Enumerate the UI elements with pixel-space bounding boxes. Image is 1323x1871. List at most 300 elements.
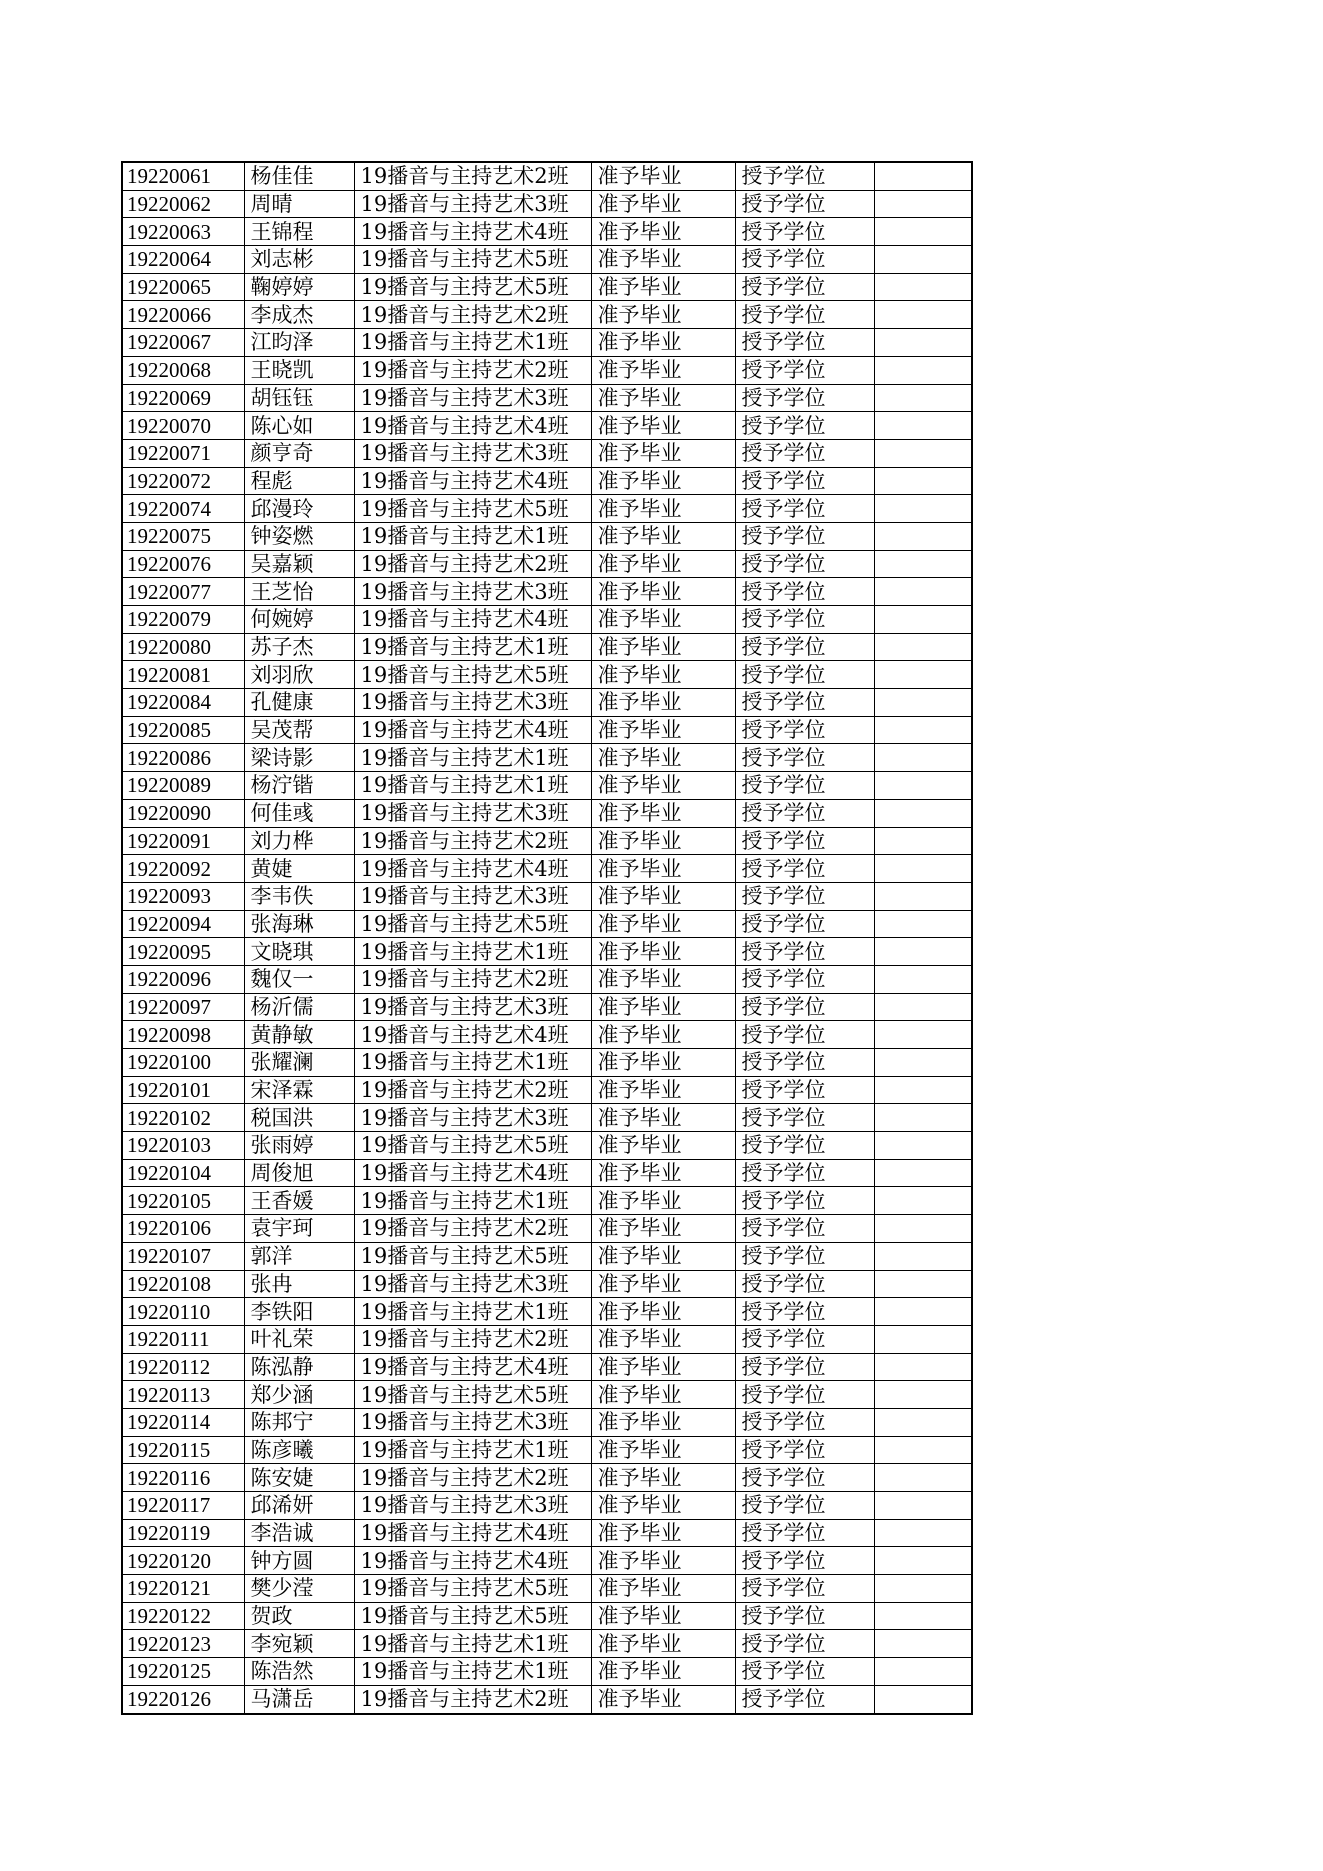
student-id-cell: 19220068 xyxy=(122,356,244,384)
table-row xyxy=(122,1325,972,1353)
table-row xyxy=(122,1547,972,1575)
degree-status-cell: 授予学位 xyxy=(735,910,874,938)
graduation-status-cell: 准予毕业 xyxy=(591,1298,735,1326)
graduation-status-cell: 准予毕业 xyxy=(591,661,735,689)
remark-cell xyxy=(874,606,972,634)
graduation-status-cell: 准予毕业 xyxy=(591,1325,735,1353)
degree-status-cell: 授予学位 xyxy=(735,1658,874,1686)
student-id-cell: 19220125 xyxy=(122,1658,244,1686)
remark-cell xyxy=(874,246,972,274)
class-cell: 19播音与主持艺术1班 xyxy=(354,938,591,966)
remark-cell xyxy=(874,522,972,550)
student-name-cell: 张雨婷 xyxy=(244,1132,354,1160)
student-name-cell: 陈浩然 xyxy=(244,1658,354,1686)
remark-cell xyxy=(874,689,972,717)
student-name-cell: 袁宇珂 xyxy=(244,1215,354,1243)
degree-status-cell: 授予学位 xyxy=(735,522,874,550)
class-cell: 19播音与主持艺术1班 xyxy=(354,772,591,800)
graduation-status-cell: 准予毕业 xyxy=(591,1353,735,1381)
class-cell: 19播音与主持艺术1班 xyxy=(354,1436,591,1464)
student-name-cell: 江昀泽 xyxy=(244,329,354,357)
degree-status-cell: 授予学位 xyxy=(735,661,874,689)
student-name-cell: 马潇岳 xyxy=(244,1685,354,1713)
degree-status-cell: 授予学位 xyxy=(735,1132,874,1160)
student-name-cell: 邱漫玲 xyxy=(244,495,354,523)
table-row xyxy=(122,1353,972,1381)
remark-cell xyxy=(874,1215,972,1243)
table-row xyxy=(122,606,972,634)
degree-status-cell: 授予学位 xyxy=(735,301,874,329)
degree-status-cell: 授予学位 xyxy=(735,1685,874,1713)
class-cell: 19播音与主持艺术4班 xyxy=(354,1159,591,1187)
graduation-status-cell: 准予毕业 xyxy=(591,495,735,523)
graduation-status-cell: 准予毕业 xyxy=(591,246,735,274)
class-cell: 19播音与主持艺术1班 xyxy=(354,522,591,550)
graduation-status-cell: 准予毕业 xyxy=(591,799,735,827)
student-id-cell: 19220065 xyxy=(122,273,244,301)
degree-status-cell: 授予学位 xyxy=(735,329,874,357)
degree-status-cell: 授予学位 xyxy=(735,716,874,744)
student-id-cell: 19220123 xyxy=(122,1630,244,1658)
student-id-cell: 19220067 xyxy=(122,329,244,357)
graduation-status-cell: 准予毕业 xyxy=(591,1547,735,1575)
table-row xyxy=(122,1519,972,1547)
table-row xyxy=(122,633,972,661)
student-name-cell: 宋泽霖 xyxy=(244,1076,354,1104)
remark-cell xyxy=(874,1242,972,1270)
remark-cell xyxy=(874,1325,972,1353)
student-id-cell: 19220111 xyxy=(122,1325,244,1353)
student-id-cell: 19220101 xyxy=(122,1076,244,1104)
graduation-status-cell: 准予毕业 xyxy=(591,716,735,744)
table-row xyxy=(122,965,972,993)
remark-cell xyxy=(874,218,972,246)
degree-status-cell: 授予学位 xyxy=(735,1076,874,1104)
class-cell: 19播音与主持艺术4班 xyxy=(354,1547,591,1575)
graduation-status-cell: 准予毕业 xyxy=(591,910,735,938)
class-cell: 19播音与主持艺术1班 xyxy=(354,1658,591,1686)
student-name-cell: 陈彦曦 xyxy=(244,1436,354,1464)
student-id-cell: 19220103 xyxy=(122,1132,244,1160)
degree-status-cell: 授予学位 xyxy=(735,162,874,190)
remark-cell xyxy=(874,1464,972,1492)
graduation-status-cell: 准予毕业 xyxy=(591,384,735,412)
student-name-cell: 魏仅一 xyxy=(244,965,354,993)
table-row xyxy=(122,439,972,467)
graduation-status-cell: 准予毕业 xyxy=(591,1492,735,1520)
remark-cell xyxy=(874,1519,972,1547)
student-id-cell: 19220097 xyxy=(122,993,244,1021)
graduation-status-cell: 准予毕业 xyxy=(591,1630,735,1658)
class-cell: 19播音与主持艺术3班 xyxy=(354,1492,591,1520)
graduation-status-cell: 准予毕业 xyxy=(591,273,735,301)
remark-cell xyxy=(874,1298,972,1326)
table-row xyxy=(122,412,972,440)
student-id-cell: 19220066 xyxy=(122,301,244,329)
degree-status-cell: 授予学位 xyxy=(735,1381,874,1409)
remark-cell xyxy=(874,1436,972,1464)
student-id-cell: 19220113 xyxy=(122,1381,244,1409)
class-cell: 19播音与主持艺术4班 xyxy=(354,1021,591,1049)
graduation-status-cell: 准予毕业 xyxy=(591,162,735,190)
class-cell: 19播音与主持艺术5班 xyxy=(354,1132,591,1160)
table-row xyxy=(122,827,972,855)
table-row xyxy=(122,246,972,274)
graduation-status-cell: 准予毕业 xyxy=(591,439,735,467)
class-cell: 19播音与主持艺术3班 xyxy=(354,190,591,218)
graduation-status-cell: 准予毕业 xyxy=(591,1464,735,1492)
student-name-cell: 王晓凯 xyxy=(244,356,354,384)
class-cell: 19播音与主持艺术1班 xyxy=(354,1630,591,1658)
degree-status-cell: 授予学位 xyxy=(735,467,874,495)
table-row xyxy=(122,162,972,190)
class-cell: 19播音与主持艺术2班 xyxy=(354,1685,591,1713)
student-id-cell: 19220096 xyxy=(122,965,244,993)
class-cell: 19播音与主持艺术2班 xyxy=(354,827,591,855)
student-id-cell: 19220104 xyxy=(122,1159,244,1187)
student-id-cell: 19220100 xyxy=(122,1049,244,1077)
student-name-cell: 郑少涵 xyxy=(244,1381,354,1409)
degree-status-cell: 授予学位 xyxy=(735,1602,874,1630)
student-id-cell: 19220102 xyxy=(122,1104,244,1132)
student-id-cell: 19220120 xyxy=(122,1547,244,1575)
table-row xyxy=(122,1658,972,1686)
graduation-roster-table xyxy=(121,161,973,1715)
graduation-status-cell: 准予毕业 xyxy=(591,1049,735,1077)
graduation-status-cell: 准予毕业 xyxy=(591,329,735,357)
graduation-status-cell: 准予毕业 xyxy=(591,1187,735,1215)
student-id-cell: 19220122 xyxy=(122,1602,244,1630)
degree-status-cell: 授予学位 xyxy=(735,384,874,412)
student-id-cell: 19220085 xyxy=(122,716,244,744)
class-cell: 19播音与主持艺术3班 xyxy=(354,384,591,412)
table-row xyxy=(122,1381,972,1409)
student-name-cell: 李浩诚 xyxy=(244,1519,354,1547)
student-name-cell: 杨佳佳 xyxy=(244,162,354,190)
class-cell: 19播音与主持艺术5班 xyxy=(354,1381,591,1409)
remark-cell xyxy=(874,1076,972,1104)
remark-cell xyxy=(874,1685,972,1713)
table-row xyxy=(122,744,972,772)
graduation-status-cell: 准予毕业 xyxy=(591,1159,735,1187)
degree-status-cell: 授予学位 xyxy=(735,1215,874,1243)
student-id-cell: 19220098 xyxy=(122,1021,244,1049)
table-row xyxy=(122,522,972,550)
table-row xyxy=(122,356,972,384)
degree-status-cell: 授予学位 xyxy=(735,744,874,772)
remark-cell xyxy=(874,301,972,329)
class-cell: 19播音与主持艺术4班 xyxy=(354,1353,591,1381)
graduation-status-cell: 准予毕业 xyxy=(591,772,735,800)
graduation-status-cell: 准予毕业 xyxy=(591,1519,735,1547)
remark-cell xyxy=(874,412,972,440)
class-cell: 19播音与主持艺术1班 xyxy=(354,1049,591,1077)
remark-cell xyxy=(874,661,972,689)
class-cell: 19播音与主持艺术1班 xyxy=(354,744,591,772)
student-name-cell: 孔健康 xyxy=(244,689,354,717)
table-row xyxy=(122,1685,972,1713)
degree-status-cell: 授予学位 xyxy=(735,1242,874,1270)
degree-status-cell: 授予学位 xyxy=(735,550,874,578)
class-cell: 19播音与主持艺术5班 xyxy=(354,910,591,938)
remark-cell xyxy=(874,1630,972,1658)
student-name-cell: 文晓琪 xyxy=(244,938,354,966)
graduation-status-cell: 准予毕业 xyxy=(591,965,735,993)
graduation-status-cell: 准予毕业 xyxy=(591,1242,735,1270)
graduation-status-cell: 准予毕业 xyxy=(591,827,735,855)
class-cell: 19播音与主持艺术5班 xyxy=(354,273,591,301)
remark-cell xyxy=(874,744,972,772)
student-id-cell: 19220106 xyxy=(122,1215,244,1243)
table-row xyxy=(122,855,972,883)
student-name-cell: 陈心如 xyxy=(244,412,354,440)
student-name-cell: 陈泓静 xyxy=(244,1353,354,1381)
student-id-cell: 19220072 xyxy=(122,467,244,495)
degree-status-cell: 授予学位 xyxy=(735,606,874,634)
table-row xyxy=(122,938,972,966)
class-cell: 19播音与主持艺术5班 xyxy=(354,1602,591,1630)
class-cell: 19播音与主持艺术3班 xyxy=(354,1408,591,1436)
graduation-status-cell: 准予毕业 xyxy=(591,1685,735,1713)
student-name-cell: 胡钰钰 xyxy=(244,384,354,412)
graduation-status-cell: 准予毕业 xyxy=(591,1021,735,1049)
degree-status-cell: 授予学位 xyxy=(735,827,874,855)
student-id-cell: 19220091 xyxy=(122,827,244,855)
class-cell: 19播音与主持艺术5班 xyxy=(354,1242,591,1270)
remark-cell xyxy=(874,1381,972,1409)
student-id-cell: 19220074 xyxy=(122,495,244,523)
student-id-cell: 19220112 xyxy=(122,1353,244,1381)
table-row xyxy=(122,882,972,910)
class-cell: 19播音与主持艺术2班 xyxy=(354,550,591,578)
remark-cell xyxy=(874,882,972,910)
student-name-cell: 杨沂儒 xyxy=(244,993,354,1021)
class-cell: 19播音与主持艺术2班 xyxy=(354,1076,591,1104)
degree-status-cell: 授予学位 xyxy=(735,1519,874,1547)
student-name-cell: 叶礼荣 xyxy=(244,1325,354,1353)
degree-status-cell: 授予学位 xyxy=(735,1325,874,1353)
student-name-cell: 颜亨奇 xyxy=(244,439,354,467)
student-name-cell: 樊少滢 xyxy=(244,1575,354,1603)
table-row xyxy=(122,1049,972,1077)
student-id-cell: 19220095 xyxy=(122,938,244,966)
graduation-status-cell: 准予毕业 xyxy=(591,356,735,384)
student-name-cell: 王芝怡 xyxy=(244,578,354,606)
degree-status-cell: 授予学位 xyxy=(735,633,874,661)
student-name-cell: 吴嘉颖 xyxy=(244,550,354,578)
remark-cell xyxy=(874,633,972,661)
student-name-cell: 王香媛 xyxy=(244,1187,354,1215)
remark-cell xyxy=(874,162,972,190)
degree-status-cell: 授予学位 xyxy=(735,412,874,440)
degree-status-cell: 授予学位 xyxy=(735,1630,874,1658)
degree-status-cell: 授予学位 xyxy=(735,218,874,246)
student-name-cell: 黄静敏 xyxy=(244,1021,354,1049)
student-id-cell: 19220089 xyxy=(122,772,244,800)
student-id-cell: 19220090 xyxy=(122,799,244,827)
table-row xyxy=(122,993,972,1021)
graduation-status-cell: 准予毕业 xyxy=(591,689,735,717)
degree-status-cell: 授予学位 xyxy=(735,439,874,467)
student-name-cell: 陈安婕 xyxy=(244,1464,354,1492)
remark-cell xyxy=(874,993,972,1021)
class-cell: 19播音与主持艺术3班 xyxy=(354,799,591,827)
graduation-status-cell: 准予毕业 xyxy=(591,467,735,495)
degree-status-cell: 授予学位 xyxy=(735,1408,874,1436)
table-row xyxy=(122,1408,972,1436)
remark-cell xyxy=(874,1575,972,1603)
student-name-cell: 李宛颖 xyxy=(244,1630,354,1658)
remark-cell xyxy=(874,1492,972,1520)
student-id-cell: 19220110 xyxy=(122,1298,244,1326)
student-id-cell: 19220119 xyxy=(122,1519,244,1547)
class-cell: 19播音与主持艺术4班 xyxy=(354,467,591,495)
student-name-cell: 邱浠妍 xyxy=(244,1492,354,1520)
table-row xyxy=(122,1076,972,1104)
remark-cell xyxy=(874,1021,972,1049)
table-row xyxy=(122,1492,972,1520)
student-name-cell: 李铁阳 xyxy=(244,1298,354,1326)
degree-status-cell: 授予学位 xyxy=(735,1298,874,1326)
student-id-cell: 19220069 xyxy=(122,384,244,412)
remark-cell xyxy=(874,329,972,357)
graduation-status-cell: 准予毕业 xyxy=(591,1658,735,1686)
student-id-cell: 19220061 xyxy=(122,162,244,190)
class-cell: 19播音与主持艺术2班 xyxy=(354,1325,591,1353)
degree-status-cell: 授予学位 xyxy=(735,882,874,910)
remark-cell xyxy=(874,965,972,993)
degree-status-cell: 授予学位 xyxy=(735,578,874,606)
class-cell: 19播音与主持艺术2班 xyxy=(354,356,591,384)
degree-status-cell: 授予学位 xyxy=(735,1436,874,1464)
degree-status-cell: 授予学位 xyxy=(735,1547,874,1575)
class-cell: 19播音与主持艺术1班 xyxy=(354,329,591,357)
class-cell: 19播音与主持艺术1班 xyxy=(354,633,591,661)
student-name-cell: 周晴 xyxy=(244,190,354,218)
remark-cell xyxy=(874,772,972,800)
student-id-cell: 19220062 xyxy=(122,190,244,218)
table-row xyxy=(122,1132,972,1160)
remark-cell xyxy=(874,384,972,412)
class-cell: 19播音与主持艺术2班 xyxy=(354,162,591,190)
graduation-status-cell: 准予毕业 xyxy=(591,606,735,634)
remark-cell xyxy=(874,799,972,827)
degree-status-cell: 授予学位 xyxy=(735,772,874,800)
table-row xyxy=(122,1602,972,1630)
graduation-status-cell: 准予毕业 xyxy=(591,522,735,550)
class-cell: 19播音与主持艺术5班 xyxy=(354,246,591,274)
student-name-cell: 何婉婷 xyxy=(244,606,354,634)
student-name-cell: 黄婕 xyxy=(244,855,354,883)
graduation-status-cell: 准予毕业 xyxy=(591,1602,735,1630)
student-id-cell: 19220107 xyxy=(122,1242,244,1270)
graduation-status-cell: 准予毕业 xyxy=(591,301,735,329)
graduation-status-cell: 准予毕业 xyxy=(591,882,735,910)
remark-cell xyxy=(874,1132,972,1160)
table-row xyxy=(122,1298,972,1326)
graduation-status-cell: 准予毕业 xyxy=(591,218,735,246)
student-id-cell: 19220117 xyxy=(122,1492,244,1520)
class-cell: 19播音与主持艺术2班 xyxy=(354,1464,591,1492)
table-row xyxy=(122,578,972,606)
student-name-cell: 张耀澜 xyxy=(244,1049,354,1077)
graduation-status-cell: 准予毕业 xyxy=(591,1575,735,1603)
table-row xyxy=(122,190,972,218)
graduation-status-cell: 准予毕业 xyxy=(591,1381,735,1409)
student-id-cell: 19220094 xyxy=(122,910,244,938)
student-name-cell: 刘力桦 xyxy=(244,827,354,855)
remark-cell xyxy=(874,495,972,523)
class-cell: 19播音与主持艺术3班 xyxy=(354,578,591,606)
remark-cell xyxy=(874,273,972,301)
table-row xyxy=(122,1575,972,1603)
degree-status-cell: 授予学位 xyxy=(735,1049,874,1077)
student-id-cell: 19220086 xyxy=(122,744,244,772)
graduation-status-cell: 准予毕业 xyxy=(591,1436,735,1464)
student-id-cell: 19220108 xyxy=(122,1270,244,1298)
student-name-cell: 郭洋 xyxy=(244,1242,354,1270)
student-name-cell: 刘志彬 xyxy=(244,246,354,274)
student-id-cell: 19220093 xyxy=(122,882,244,910)
degree-status-cell: 授予学位 xyxy=(735,1464,874,1492)
table-row xyxy=(122,495,972,523)
table-row xyxy=(122,1021,972,1049)
table-row xyxy=(122,1242,972,1270)
class-cell: 19播音与主持艺术3班 xyxy=(354,1270,591,1298)
class-cell: 19播音与主持艺术3班 xyxy=(354,993,591,1021)
degree-status-cell: 授予学位 xyxy=(735,495,874,523)
degree-status-cell: 授予学位 xyxy=(735,993,874,1021)
degree-status-cell: 授予学位 xyxy=(735,965,874,993)
remark-cell xyxy=(874,1049,972,1077)
student-name-cell: 周俊旭 xyxy=(244,1159,354,1187)
student-id-cell: 19220105 xyxy=(122,1187,244,1215)
class-cell: 19播音与主持艺术4班 xyxy=(354,412,591,440)
remark-cell xyxy=(874,855,972,883)
class-cell: 19播音与主持艺术1班 xyxy=(354,1298,591,1326)
remark-cell xyxy=(874,439,972,467)
student-name-cell: 税国洪 xyxy=(244,1104,354,1132)
class-cell: 19播音与主持艺术5班 xyxy=(354,495,591,523)
class-cell: 19播音与主持艺术4班 xyxy=(354,1519,591,1547)
remark-cell xyxy=(874,1353,972,1381)
table-row xyxy=(122,1187,972,1215)
degree-status-cell: 授予学位 xyxy=(735,855,874,883)
student-name-cell: 李韦佚 xyxy=(244,882,354,910)
student-name-cell: 程彪 xyxy=(244,467,354,495)
class-cell: 19播音与主持艺术3班 xyxy=(354,1104,591,1132)
graduation-status-cell: 准予毕业 xyxy=(591,578,735,606)
remark-cell xyxy=(874,1602,972,1630)
table-row xyxy=(122,799,972,827)
graduation-status-cell: 准予毕业 xyxy=(591,1132,735,1160)
table-row xyxy=(122,218,972,246)
student-name-cell: 苏子杰 xyxy=(244,633,354,661)
student-id-cell: 19220080 xyxy=(122,633,244,661)
remark-cell xyxy=(874,467,972,495)
table-row xyxy=(122,1436,972,1464)
student-id-cell: 19220079 xyxy=(122,606,244,634)
class-cell: 19播音与主持艺术2班 xyxy=(354,965,591,993)
table-row xyxy=(122,716,972,744)
student-id-cell: 19220076 xyxy=(122,550,244,578)
student-id-cell: 19220092 xyxy=(122,855,244,883)
degree-status-cell: 授予学位 xyxy=(735,1492,874,1520)
table-row xyxy=(122,273,972,301)
graduation-status-cell: 准予毕业 xyxy=(591,1408,735,1436)
remark-cell xyxy=(874,1104,972,1132)
student-name-cell: 刘羽欣 xyxy=(244,661,354,689)
